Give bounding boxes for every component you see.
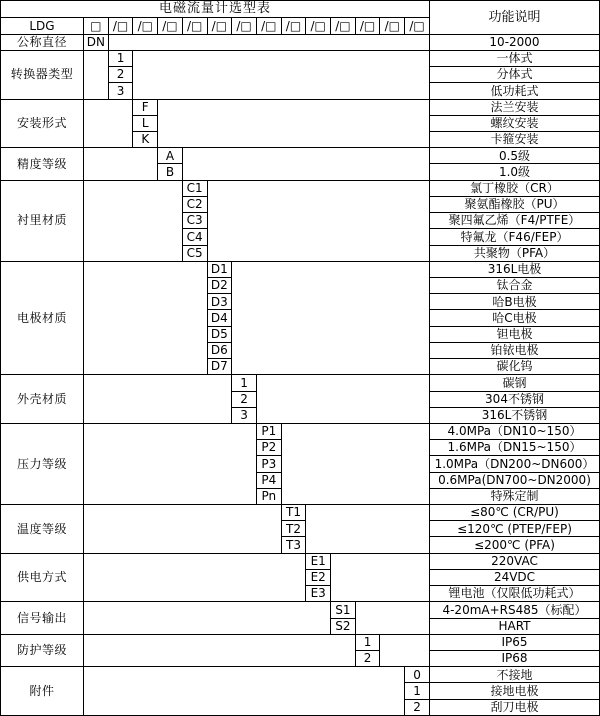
description-cell: 24VDC	[430, 569, 600, 585]
description-cell: 碳钢	[430, 375, 600, 391]
description-cell: 哈C电极	[430, 310, 600, 326]
description-cell: 1.6MPa（DN15~150）	[430, 440, 600, 456]
category-cell: 压力等级	[1, 423, 84, 504]
model-slot-cell: /□	[232, 18, 257, 34]
description-cell: 碳化钨	[430, 359, 600, 375]
description-cell: 螺纹安装	[430, 115, 600, 131]
description-cell: IP65	[430, 634, 600, 650]
code-cell: C2	[182, 196, 207, 212]
code-cell: C1	[182, 180, 207, 196]
description-cell: 聚四氟乙烯（F4/PTFE）	[430, 213, 600, 229]
description-cell: ≤200℃ (PFA)	[430, 537, 600, 553]
filler-cell-left	[84, 50, 109, 99]
model-slot-cell: /□	[133, 18, 158, 34]
code-cell: 0	[405, 667, 430, 683]
model-slot-cell: /□	[355, 18, 380, 34]
filler-cell-right	[158, 99, 430, 148]
code-cell: 1	[108, 50, 133, 66]
description-cell: 10-2000	[430, 34, 600, 50]
code-cell: S1	[331, 602, 356, 618]
filler-cell-right	[331, 553, 430, 602]
code-cell: T3	[281, 537, 306, 553]
code-cell: 2	[355, 651, 380, 667]
code-cell: L	[133, 115, 158, 131]
filler-cell-left	[84, 634, 356, 666]
code-cell: D3	[207, 294, 232, 310]
description-cell: 1.0级	[430, 164, 600, 180]
code-cell: 1	[405, 683, 430, 699]
code-cell: D4	[207, 310, 232, 326]
filler-cell-right	[355, 602, 429, 634]
description-cell: 刮刀电极	[430, 699, 600, 715]
filler-cell-left	[84, 423, 257, 504]
code-cell: P1	[256, 423, 281, 439]
filler-cell-left	[84, 602, 331, 634]
code-cell: E1	[306, 553, 331, 569]
filler-cell-left	[84, 148, 158, 180]
filler-cell-left	[84, 261, 208, 375]
category-cell: 衬里材质	[1, 180, 84, 261]
description-cell: 锂电池（仅限低功耗式）	[430, 586, 600, 602]
category-cell: 信号输出	[1, 602, 84, 634]
description-cell: 卡箍安装	[430, 132, 600, 148]
description-cell: 一体式	[430, 50, 600, 66]
filler-cell-left	[84, 553, 306, 602]
filler-cell-left	[84, 99, 133, 148]
description-cell: 特氟龙（F46/FEP）	[430, 229, 600, 245]
code-cell: 2	[405, 699, 430, 715]
code-cell: C5	[182, 245, 207, 261]
category-cell: 安装形式	[1, 99, 84, 148]
description-cell: 接地电极	[430, 683, 600, 699]
category-cell: 附件	[1, 667, 84, 716]
description-cell: 316L电极	[430, 261, 600, 277]
model-prefix-cell: LDG	[1, 18, 84, 34]
description-cell: 4-20mA+RS485（标配）	[430, 602, 600, 618]
code-cell: C4	[182, 229, 207, 245]
function-column-header: 功能说明	[430, 1, 600, 35]
model-slot-cell: /□	[380, 18, 405, 34]
description-cell: 0.6MPa(DN700~DN2000)	[430, 472, 600, 488]
code-cell: A	[158, 148, 183, 164]
code-cell: C3	[182, 213, 207, 229]
filler-cell-right	[256, 375, 429, 424]
filler-cell-right	[306, 505, 430, 554]
model-slot-cell: /□	[331, 18, 356, 34]
code-cell: D7	[207, 359, 232, 375]
code-cell: D1	[207, 261, 232, 277]
model-slot-cell: /□	[108, 18, 133, 34]
description-cell: 哈B电极	[430, 294, 600, 310]
filler-cell-left	[84, 667, 405, 716]
description-cell: 钛合金	[430, 277, 600, 293]
code-cell: 1	[355, 634, 380, 650]
description-cell: 分体式	[430, 67, 600, 83]
description-cell: 不接地	[430, 667, 600, 683]
description-cell: 钽电极	[430, 326, 600, 342]
description-cell: HART	[430, 618, 600, 634]
model-slot-cell: /□	[256, 18, 281, 34]
table-title: 电磁流量计选型表	[1, 1, 430, 18]
code-cell: E3	[306, 586, 331, 602]
description-cell: 0.5级	[430, 148, 600, 164]
description-cell: 316L不锈钢	[430, 407, 600, 423]
category-cell: 防护等级	[1, 634, 84, 666]
description-cell: ≤80℃ (CR/PU)	[430, 505, 600, 521]
description-cell: 4.0MPa（DN10~150）	[430, 423, 600, 439]
filler-cell-left	[84, 375, 232, 424]
code-cell: DN	[84, 34, 109, 50]
filler-cell-right	[108, 34, 429, 50]
filler-cell-right	[207, 180, 429, 261]
code-cell: Pn	[256, 488, 281, 504]
code-cell: 1	[232, 375, 257, 391]
category-cell: 电极材质	[1, 261, 84, 375]
description-cell: 304不锈钢	[430, 391, 600, 407]
description-cell: 共聚物（PFA）	[430, 245, 600, 261]
code-cell: 3	[232, 407, 257, 423]
filler-cell-right	[281, 423, 429, 504]
description-cell: 氯丁橡胶（CR）	[430, 180, 600, 196]
description-cell: 特殊定制	[430, 488, 600, 504]
code-cell: B	[158, 164, 183, 180]
filler-cell-right	[232, 261, 430, 375]
model-slot-cell: /□	[158, 18, 183, 34]
code-cell: 3	[108, 83, 133, 99]
code-cell: T2	[281, 521, 306, 537]
code-cell: T1	[281, 505, 306, 521]
category-cell: 外壳材质	[1, 375, 84, 424]
description-cell: 法兰安装	[430, 99, 600, 115]
description-cell: ≤120℃ (PTEP/FEP)	[430, 521, 600, 537]
category-cell: 温度等级	[1, 505, 84, 554]
description-cell: 低功耗式	[430, 83, 600, 99]
code-cell: D6	[207, 342, 232, 358]
code-cell: D5	[207, 326, 232, 342]
filler-cell-right	[380, 634, 430, 666]
category-cell: 转换器类型	[1, 50, 84, 99]
category-cell: 公称直径	[1, 34, 84, 50]
model-slot-cell: /□	[306, 18, 331, 34]
filler-cell-right	[182, 148, 429, 180]
model-slot-cell: /□	[182, 18, 207, 34]
code-cell: S2	[331, 618, 356, 634]
model-slot-cell: /□	[207, 18, 232, 34]
description-cell: IP68	[430, 651, 600, 667]
code-cell: F	[133, 99, 158, 115]
description-cell: 聚氨酯橡胶（PU）	[430, 196, 600, 212]
category-cell: 精度等级	[1, 148, 84, 180]
filler-cell-left	[84, 180, 183, 261]
code-cell: E2	[306, 569, 331, 585]
code-cell: 2	[232, 391, 257, 407]
model-slot-cell: /□	[405, 18, 430, 34]
code-cell: P2	[256, 440, 281, 456]
code-cell: P3	[256, 456, 281, 472]
category-cell: 供电方式	[1, 553, 84, 602]
filler-cell-right	[133, 50, 430, 99]
filler-cell-left	[84, 505, 282, 554]
model-slot-cell: /□	[281, 18, 306, 34]
code-cell: 2	[108, 67, 133, 83]
model-box-cell: □	[84, 18, 109, 34]
code-cell: D2	[207, 277, 232, 293]
description-cell: 1.0MPa（DN200~DN600）	[430, 456, 600, 472]
description-cell: 220VAC	[430, 553, 600, 569]
code-cell: P4	[256, 472, 281, 488]
description-cell: 铂铱电极	[430, 342, 600, 358]
code-cell: K	[133, 132, 158, 148]
